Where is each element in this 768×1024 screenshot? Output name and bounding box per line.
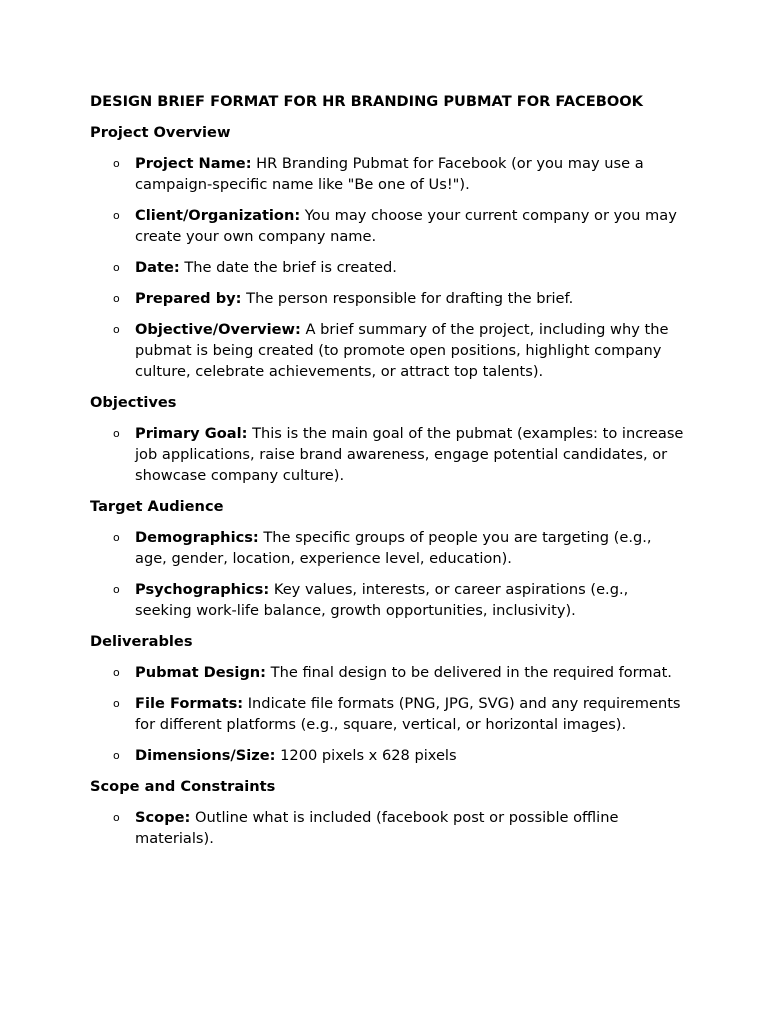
- item-text: The final design to be delivered in the required format.: [266, 664, 672, 681]
- item-label: Prepared by:: [135, 290, 242, 307]
- list-item: [90, 745, 685, 766]
- section-heading-project-overview: Project Overview: [90, 124, 231, 141]
- item-text: The specific groups of people you are targeting (e.g., age, gender, location, experience level, education).: [135, 529, 652, 567]
- document-title: DESIGN BRIEF FORMAT FOR HR BRANDING PUBMAT FOR FACEBOOK: [90, 93, 643, 110]
- list-item: [90, 662, 685, 683]
- item-text: The date the brief is created.: [179, 259, 397, 276]
- item-label: Date:: [135, 259, 180, 276]
- item-text: Key values, interests, or career aspirations (e.g., seeking work-life balance, growth opportunities, inclusivity).: [135, 581, 629, 619]
- item-text: This is the main goal of the pubmat (examples: to increase job applications, raise brand awareness, engage potential candidates, or showcase company culture).: [135, 425, 684, 484]
- item-text: Outline what is included (facebook post or possible offline materials).: [135, 809, 619, 847]
- section-heading-target-audience: Target Audience: [90, 498, 224, 515]
- item-label: Pubmat Design:: [135, 664, 267, 681]
- bullet-icon: o: [113, 749, 120, 762]
- bullet-icon: o: [113, 427, 120, 440]
- section-heading-deliverables: Deliverables: [90, 633, 193, 650]
- bullet-icon: o: [113, 666, 120, 679]
- bullet-icon: o: [113, 697, 120, 710]
- item-text: The person responsible for drafting the brief.: [241, 290, 574, 307]
- section-heading-objectives: Objectives: [90, 394, 177, 411]
- item-text: A brief summary of the project, including why the pubmat is being created (to promote open positions, highlight company culture, celebrate achievements, or attract top talents).: [135, 321, 669, 380]
- item-label: Primary Goal:: [135, 425, 248, 442]
- list-item: [90, 423, 685, 486]
- list-item: [90, 693, 685, 735]
- item-label: Scope:: [135, 809, 191, 826]
- item-text: HR Branding Pubmat for Facebook (or you may use a campaign-specific name like "Be one of Us!").: [135, 155, 644, 193]
- list-item: [90, 319, 685, 382]
- bullet-icon: o: [113, 531, 120, 544]
- item-label: Demographics:: [135, 529, 259, 546]
- item-label: Project Name:: [135, 155, 252, 172]
- item-text: 1200 pixels x 628 pixels: [275, 747, 457, 764]
- section-list-project-overview: [90, 153, 680, 382]
- list-item: [90, 153, 685, 195]
- list-item: [90, 579, 685, 621]
- section-heading-scope-and-constraints: Scope and Constraints: [90, 778, 276, 795]
- section-list-deliverables: [90, 662, 680, 766]
- bullet-icon: o: [113, 811, 120, 824]
- section-list-scope-and-constraints: [90, 807, 680, 849]
- item-text: Indicate file formats (PNG, JPG, SVG) and any requirements for different platforms (e.g., square, vertical, or horizontal images).: [135, 695, 681, 733]
- bullet-icon: o: [113, 292, 120, 305]
- item-label: Dimensions/Size:: [135, 747, 276, 764]
- item-label: Psychographics:: [135, 581, 270, 598]
- bullet-icon: o: [113, 261, 120, 274]
- bullet-icon: o: [113, 583, 120, 596]
- section-list-target-audience: [90, 527, 680, 621]
- bullet-icon: o: [113, 323, 120, 336]
- bullet-icon: o: [113, 209, 120, 222]
- list-item: [90, 257, 685, 278]
- list-item: [90, 807, 685, 849]
- list-item: [90, 527, 685, 569]
- list-item: [90, 205, 685, 247]
- item-label: Client/Organization:: [135, 207, 301, 224]
- list-item: [90, 288, 685, 309]
- item-text: You may choose your current company or you may create your own company name.: [135, 207, 677, 245]
- section-list-objectives: [90, 423, 684, 486]
- item-label: Objective/Overview:: [135, 321, 301, 338]
- bullet-icon: o: [113, 157, 120, 170]
- document-body: [90, 91, 684, 859]
- item-label: File Formats:: [135, 695, 244, 712]
